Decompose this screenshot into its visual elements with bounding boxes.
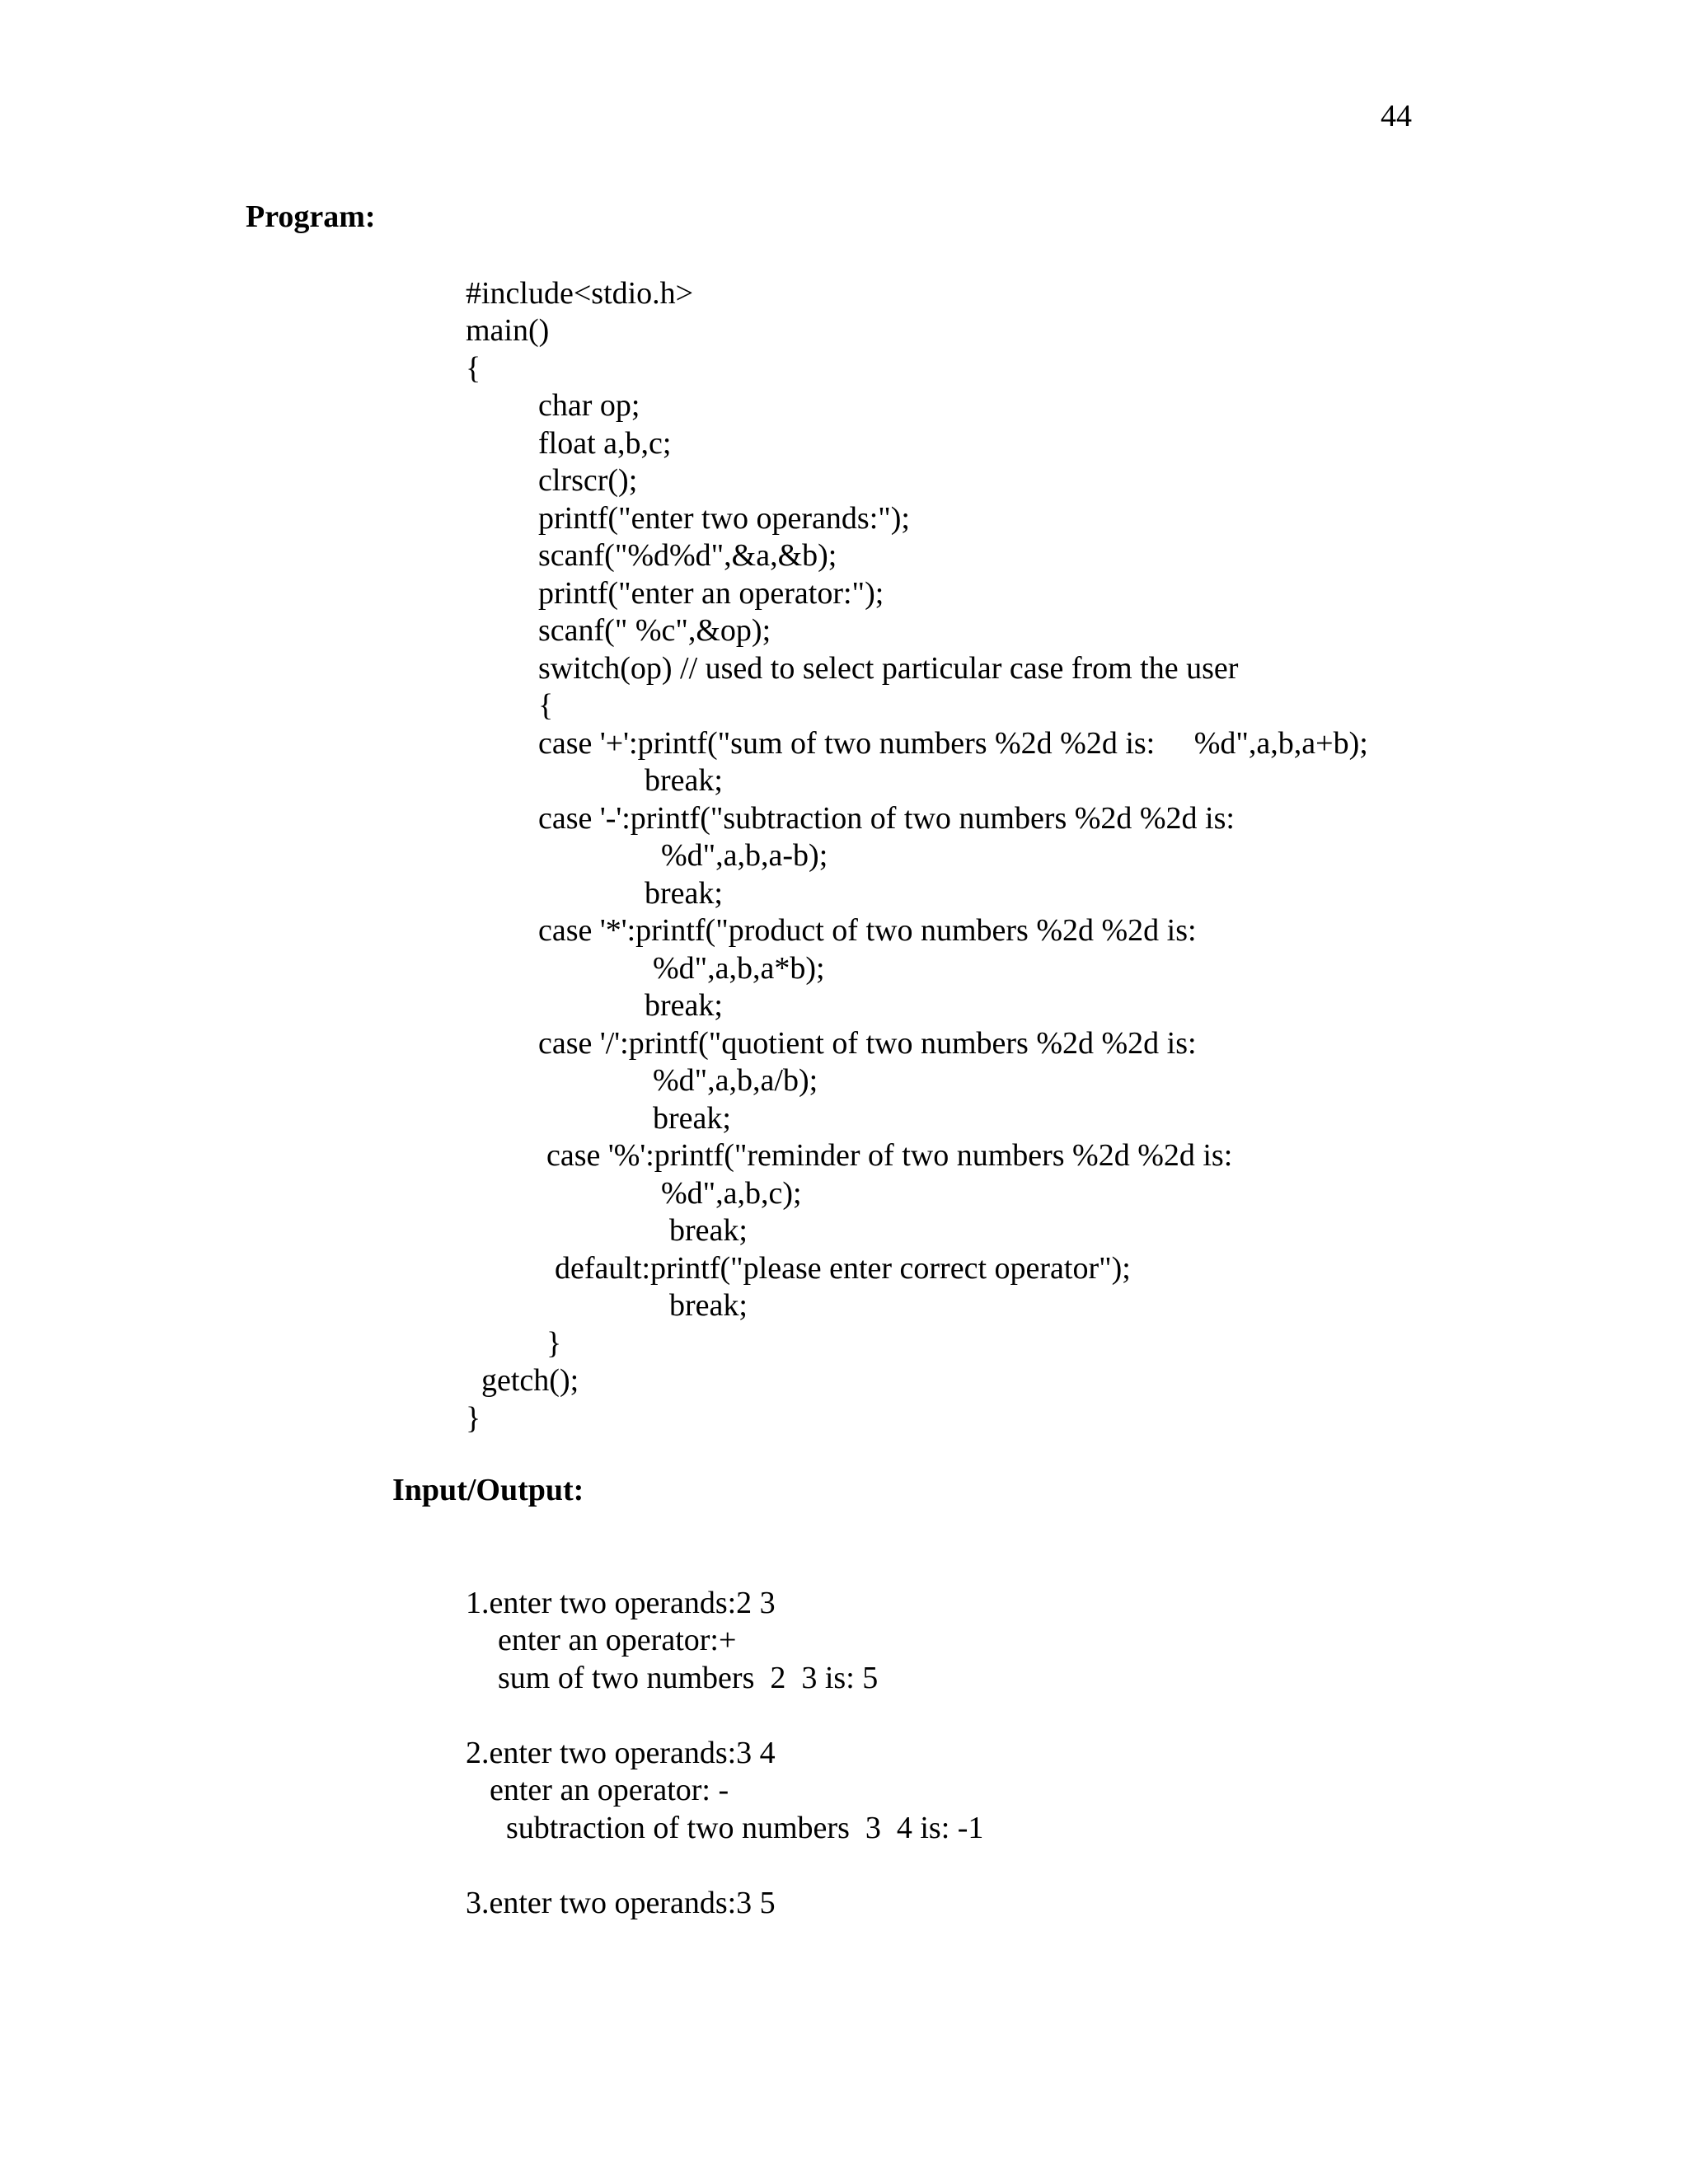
code-line: %d",a,b,a/b); — [653, 1063, 818, 1098]
io-line: 2.enter two operands:3 4 — [466, 1736, 776, 1770]
code-line: scanf(" %c",&op); — [538, 613, 771, 648]
program-heading: Program: — [246, 199, 376, 234]
code-line: scanf("%d%d",&a,&b); — [538, 538, 837, 573]
input-output-heading: Input/Output: — [392, 1473, 584, 1507]
io-line: enter an operator:+ — [498, 1623, 737, 1657]
code-line: printf("enter two operands:"); — [538, 501, 910, 536]
code-line: %d",a,b,c); — [661, 1176, 802, 1211]
code-line: %d",a,b,a-b); — [661, 838, 828, 873]
code-line: case '+':printf("sum of two numbers %2d %2d is: %d",a,b,a+b); — [538, 726, 1368, 761]
code-line: clrscr(); — [538, 463, 638, 498]
code-line: break; — [645, 988, 723, 1023]
code-line: case '%':printf("reminder of two numbers %2d %2d is: — [546, 1138, 1233, 1173]
code-line: #include<stdio.h> — [466, 276, 694, 311]
page-number: 44 — [1381, 99, 1412, 134]
code-line: main() — [466, 313, 550, 348]
code-line: break; — [645, 763, 723, 798]
code-line: switch(op) // used to select particular case from the user — [538, 651, 1239, 686]
code-line: case '*':printf("product of two numbers %2d %2d is: — [538, 913, 1197, 948]
io-line: sum of two numbers 2 3 is: 5 — [498, 1661, 879, 1695]
code-line: break; — [653, 1101, 731, 1136]
code-line: float a,b,c; — [538, 426, 672, 461]
code-line: break; — [669, 1213, 748, 1248]
code-line: } — [546, 1326, 562, 1361]
io-line: 1.enter two operands:2 3 — [466, 1586, 776, 1620]
code-line: getch(); — [481, 1363, 579, 1398]
code-line: } — [466, 1401, 481, 1436]
code-line: case '/':printf("quotient of two numbers %2d %2d is: — [538, 1026, 1197, 1061]
code-line: %d",a,b,a*b); — [653, 951, 825, 986]
code-line: default:printf("please enter correct operator"); — [555, 1251, 1131, 1286]
code-line: break; — [645, 876, 723, 911]
io-line: enter an operator: - — [490, 1773, 729, 1807]
code-line: printf("enter an operator:"); — [538, 576, 884, 611]
code-line: { — [466, 351, 481, 386]
code-line: break; — [669, 1288, 748, 1323]
code-line: { — [538, 688, 554, 723]
io-line: 3.enter two operands:3 5 — [466, 1886, 776, 1920]
code-line: char op; — [538, 388, 640, 423]
io-line: subtraction of two numbers 3 4 is: -1 — [506, 1811, 984, 1845]
code-line: case '-':printf("subtraction of two numbers %2d %2d is: — [538, 801, 1235, 836]
